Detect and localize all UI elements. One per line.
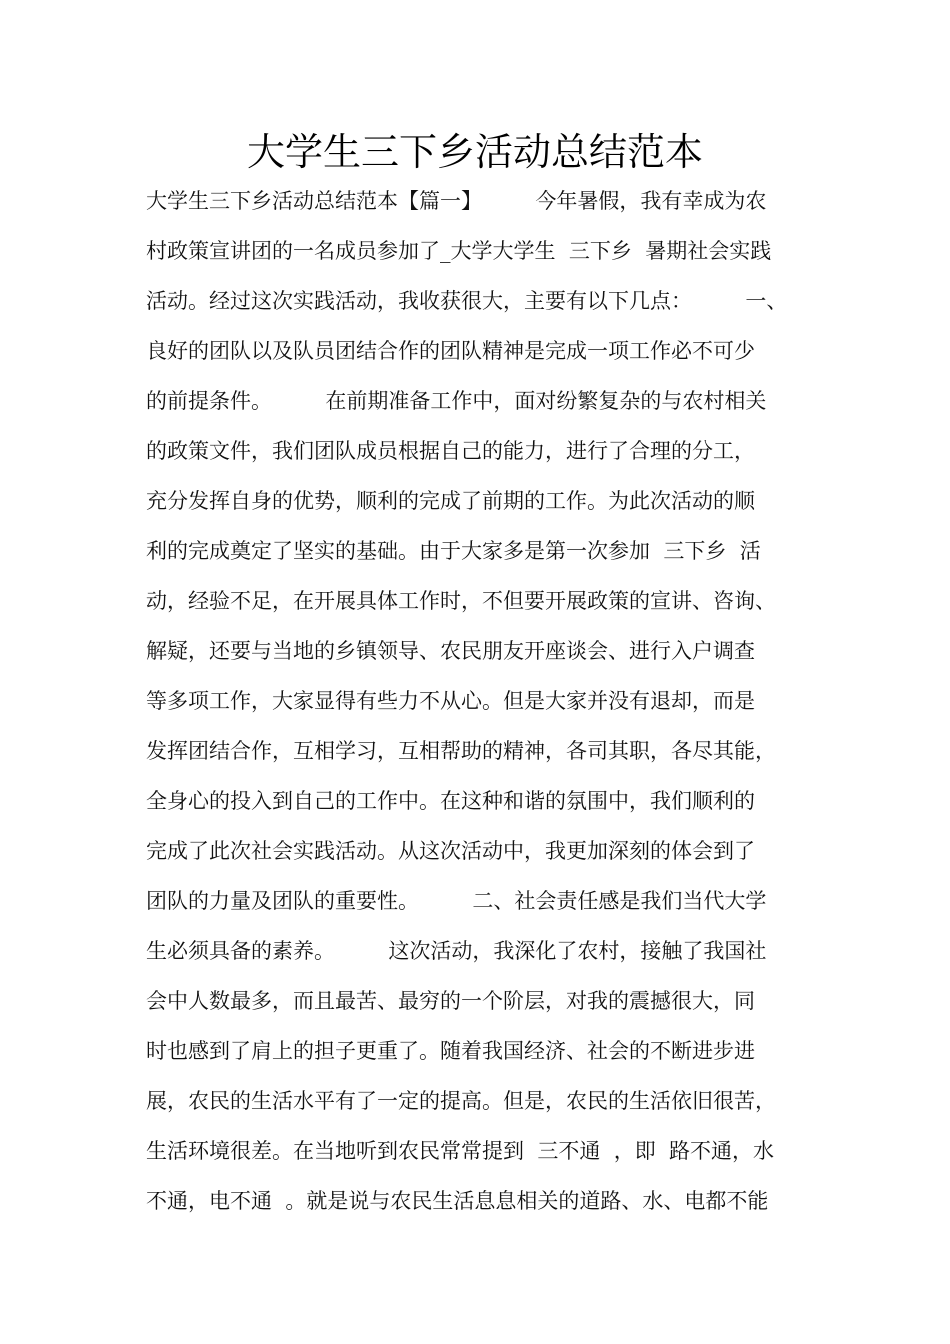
body-line: 完成了此次社会实践活动。从这次活动中，我更加深刻的体会到了	[146, 839, 755, 863]
body-line: 的前提条件。 在前期准备工作中，面对纷繁复杂的与农村相关	[146, 389, 767, 413]
body-line: 村政策宣讲团的一名成员参加了_大学大学生 三下乡 暑期社会实践	[146, 239, 772, 263]
body-line: 等多项工作，大家显得有些力不从心。但是大家并没有退却，而是	[146, 689, 755, 713]
body-line: 会中人数最多，而且最苦、最穷的一个阶层，对我的震撼很大，同	[146, 989, 755, 1013]
body-line: 时也感到了肩上的担子更重了。随着我国经济、社会的不断进步进	[146, 1039, 755, 1063]
body-line: 充分发挥自身的优势，顺利的完成了前期的工作。为此次活动的顺	[146, 489, 755, 513]
body-line: 活动。经过这次实践活动，我收获很大，主要有以下几点： 一、	[146, 289, 788, 313]
body-line: 不通，电不通 。就是说与农民生活息息相关的道路、水、电都不能	[146, 1189, 769, 1213]
body-line: 利的完成奠定了坚实的基础。由于大家多是第一次参加 三下乡 活	[146, 539, 761, 563]
body-line: 大学生三下乡活动总结范本【篇一】 今年暑假，我有幸成为农	[146, 189, 767, 213]
body-line: 解疑，还要与当地的乡镇领导、农民朋友开座谈会、进行入户调查	[146, 639, 755, 663]
body-line: 全身心的投入到自己的工作中。在这种和谐的氛围中，我们顺利的	[146, 789, 755, 813]
body-line: 的政策文件，我们团队成员根据自己的能力，进行了合理的分工，	[146, 439, 755, 463]
body-line: 生必须具备的素养。 这次活动，我深化了农村，接触了我国社	[146, 939, 767, 963]
document-body	[146, 182, 836, 1232]
document-title: 大学生三下乡活动总结范本	[246, 130, 703, 174]
body-line: 展，农民的生活水平有了一定的提高。但是，农民的生活依旧很苦，	[146, 1089, 776, 1113]
body-line: 团队的力量及团队的重要性。 二、社会责任感是我们当代大学	[146, 889, 767, 913]
body-line: 发挥团结合作，互相学习，互相帮助的精神，各司其职，各尽其能，	[146, 739, 776, 763]
body-line: 生活环境很差。在当地听到农民常常提到 三不通 ，即 路不通，水	[146, 1139, 775, 1163]
body-line: 动，经验不足，在开展具体工作时，不但要开展政策的宣讲、咨询、	[146, 589, 776, 613]
body-line: 良好的团队以及队员团结合作的团队精神是完成一项工作必不可少	[146, 339, 755, 363]
